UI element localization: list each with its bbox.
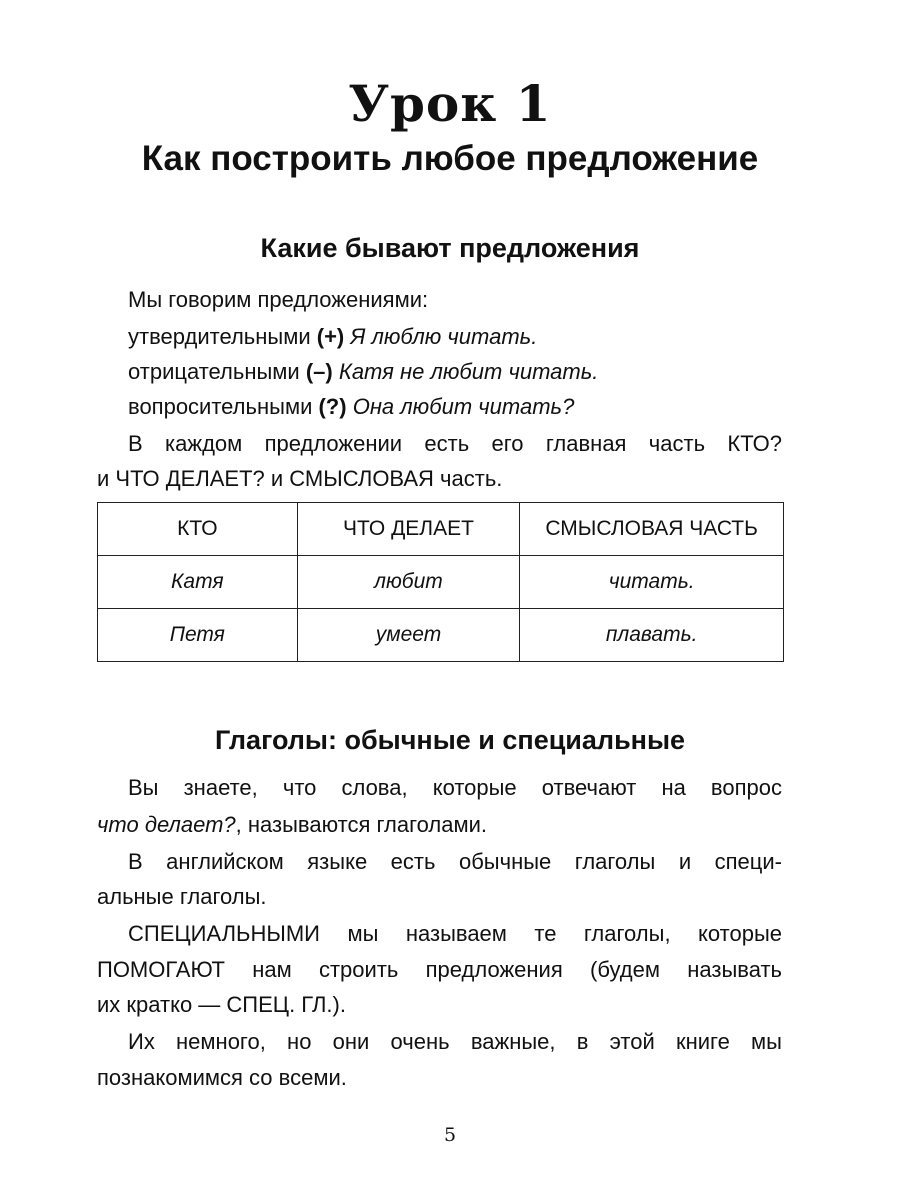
verbs-paragraph-2-line-2: альные глаголы. <box>97 884 267 909</box>
table-row <box>98 556 784 609</box>
page-title: Как построить любое предложение <box>141 139 759 178</box>
sentence-structure-table <box>97 502 784 662</box>
table-row <box>98 609 784 662</box>
sentence-type-interrogative <box>128 392 574 422</box>
sentence-type-label: отрицательными <box>128 359 300 384</box>
table-cell: умеет <box>297 609 520 662</box>
verbs-paragraph-1-line-2 <box>97 810 487 840</box>
table-cell: любит <box>297 556 520 609</box>
intro-line: Мы говорим предложениями: <box>128 287 429 312</box>
sentence-type-label: утвердительными <box>128 324 311 349</box>
verbs-paragraph-4-line-1: Их немного, но они очень важные, в этой книге мы <box>128 1029 782 1054</box>
lesson-title: Урок 1 <box>348 74 552 133</box>
section-heading-sentence-types: Какие бывают предложения <box>260 233 640 263</box>
verbs-paragraph-4-line-2: познакомимся со всеми. <box>97 1065 347 1090</box>
table-cell: плавать. <box>520 609 784 662</box>
sentence-type-symbol: (?) <box>318 394 347 419</box>
verbs-paragraph-3-line-2: ПОМОГАЮТ нам строить предложения (будем называть <box>97 957 782 982</box>
table-header-what-does: ЧТО ДЕЛАЕТ <box>297 503 520 556</box>
table-header-row <box>98 503 784 556</box>
text-fragment: , называются глаголами. <box>235 812 487 837</box>
verbs-paragraph-2-line-1: В английском языке есть обычные глаголы и специ- <box>128 849 782 874</box>
table-header-meaning-part: СМЫСЛОВАЯ ЧАСТЬ <box>520 503 784 556</box>
verbs-paragraph-3-line-3: их кратко — СПЕЦ. ГЛ.). <box>97 992 346 1017</box>
sentence-type-example: Я люблю читать. <box>350 324 538 349</box>
sentence-type-affirmative <box>128 322 537 352</box>
table-cell: Петя <box>98 609 298 662</box>
explanation-line-2: и ЧТО ДЕЛАЕТ? и СМЫСЛОВАЯ часть. <box>97 466 503 491</box>
verbs-paragraph-3-line-1: СПЕЦИАЛЬНЫМИ мы называем те глаголы, которые <box>128 921 782 946</box>
sentence-type-example: Катя не любит читать. <box>338 359 599 384</box>
section-heading-verbs: Глаголы: обычные и специальные <box>214 725 686 755</box>
sentence-type-label: вопросительными <box>128 394 313 419</box>
table-cell: Катя <box>98 556 298 609</box>
explanation-line-1: В каждом предложении есть его главная часть КТО? <box>128 431 782 456</box>
question-phrase: что делает? <box>97 812 236 837</box>
sentence-type-symbol: (–) <box>305 359 333 384</box>
sentence-type-example: Она любит читать? <box>352 394 575 419</box>
page-number: 5 <box>443 1124 457 1146</box>
table-cell: читать. <box>520 556 784 609</box>
sentence-type-negative <box>128 357 598 387</box>
verbs-paragraph-1-line-1: Вы знаете, что слова, которые отвечают на вопрос <box>128 775 782 800</box>
sentence-type-symbol: (+) <box>316 324 345 349</box>
table-header-who: КТО <box>98 503 298 556</box>
